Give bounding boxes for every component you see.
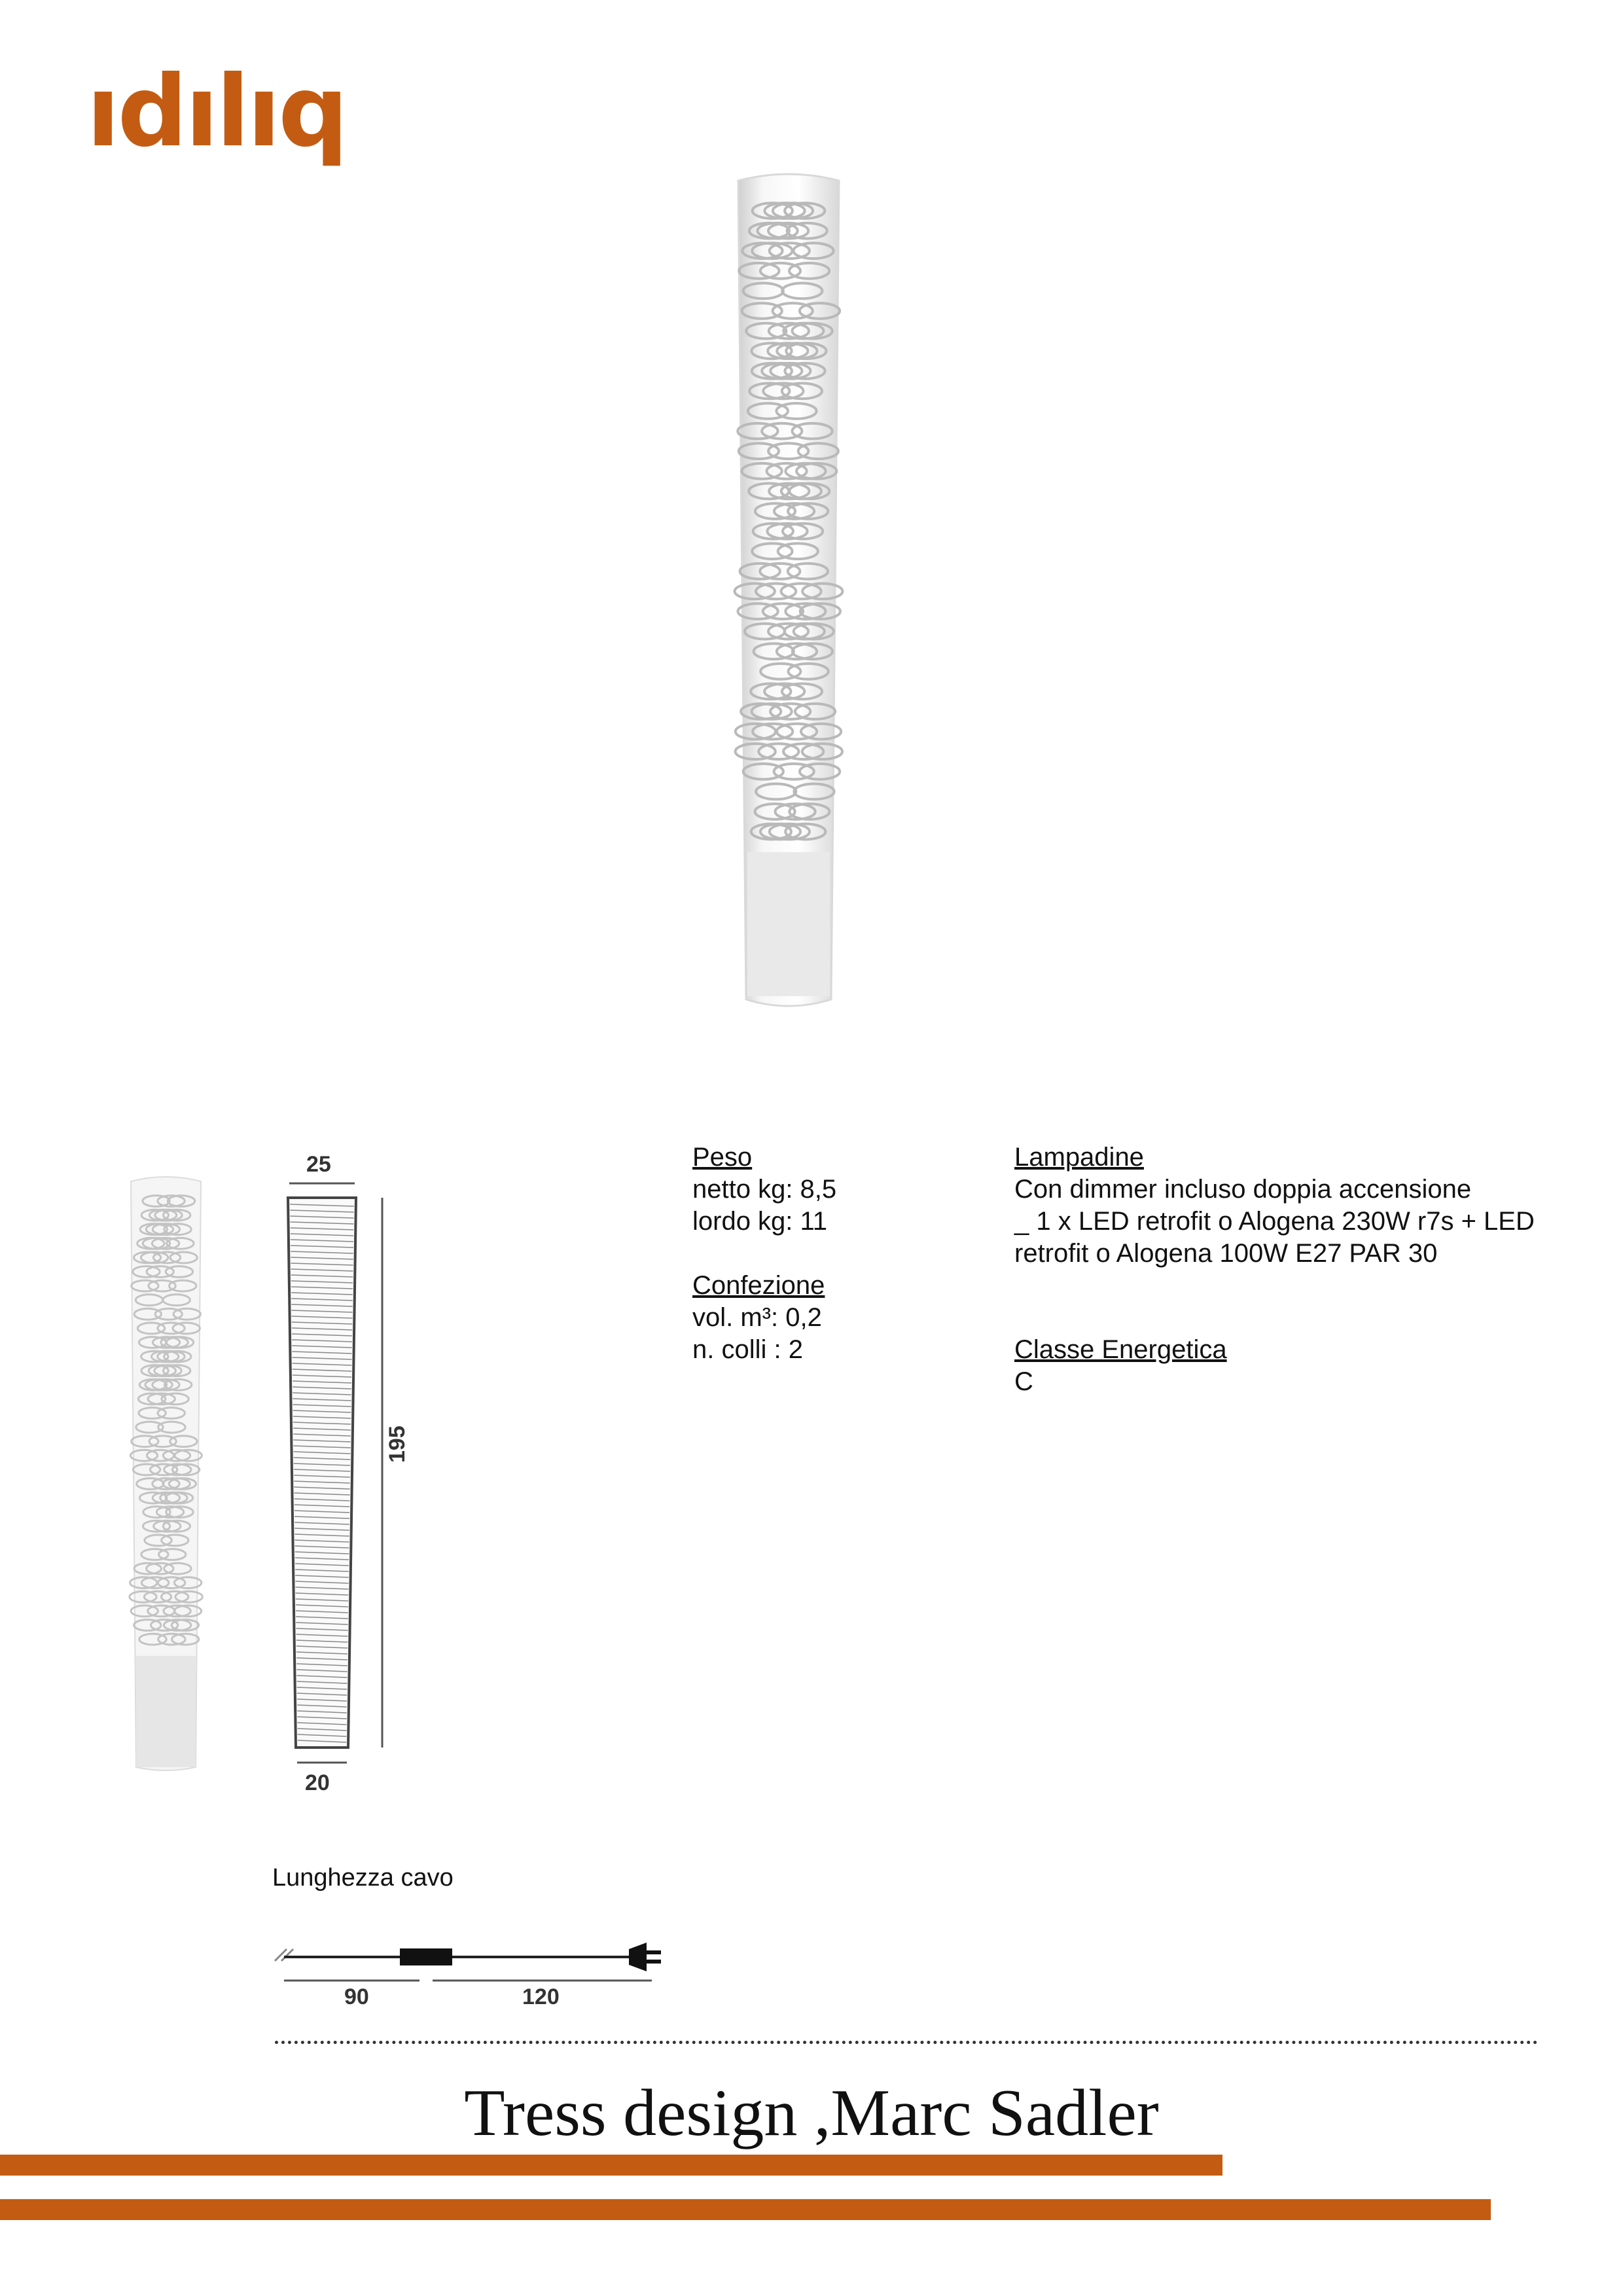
cable-length-a: 90	[344, 1984, 369, 2009]
accent-bar-bottom	[0, 2199, 1491, 2220]
cable-title: Lunghezza cavo	[272, 1864, 454, 1892]
dimension-bottom-width: 20	[305, 1770, 330, 1795]
classe-value: C	[1014, 1367, 1033, 1396]
dimension-top-width: 25	[306, 1152, 331, 1177]
product-thumbnail	[128, 1175, 204, 1774]
specs-bulbs-energy	[1014, 1141, 1535, 1398]
dimension-height: 195	[385, 1426, 410, 1463]
cable-length-b: 120	[522, 1984, 560, 2009]
confezione-volume: vol. m³: 0,2	[692, 1303, 822, 1332]
product-photo	[733, 171, 844, 1009]
peso-heading: Peso	[692, 1143, 753, 1172]
peso-lordo: lordo kg: 11	[692, 1207, 828, 1236]
cable-diagram	[272, 1937, 678, 1990]
classe-heading: Classe Energetica	[1014, 1335, 1227, 1364]
peso-netto: netto kg: 8,5	[692, 1175, 837, 1204]
specs-weight-package	[692, 1141, 836, 1366]
technical-drawing	[275, 1178, 399, 1767]
lampadine-heading: Lampadine	[1014, 1143, 1144, 1172]
confezione-heading: Confezione	[692, 1271, 825, 1300]
accent-bar-top	[0, 2155, 1222, 2176]
dotted-divider	[275, 2041, 1538, 2044]
footer-title: Tress design ,Marc Sadler	[464, 2076, 1159, 2150]
lampadine-line: retrofit o Alogena 100W E27 PAR 30	[1014, 1239, 1438, 1268]
lampadine-line: _ 1 x LED retrofit o Alogena 230W r7s + LED	[1014, 1207, 1535, 1236]
brand-logo: ıdılıq	[86, 55, 346, 169]
lampadine-line: Con dimmer incluso doppia accensione	[1014, 1175, 1472, 1204]
confezione-colli: n. colli : 2	[692, 1335, 803, 1364]
